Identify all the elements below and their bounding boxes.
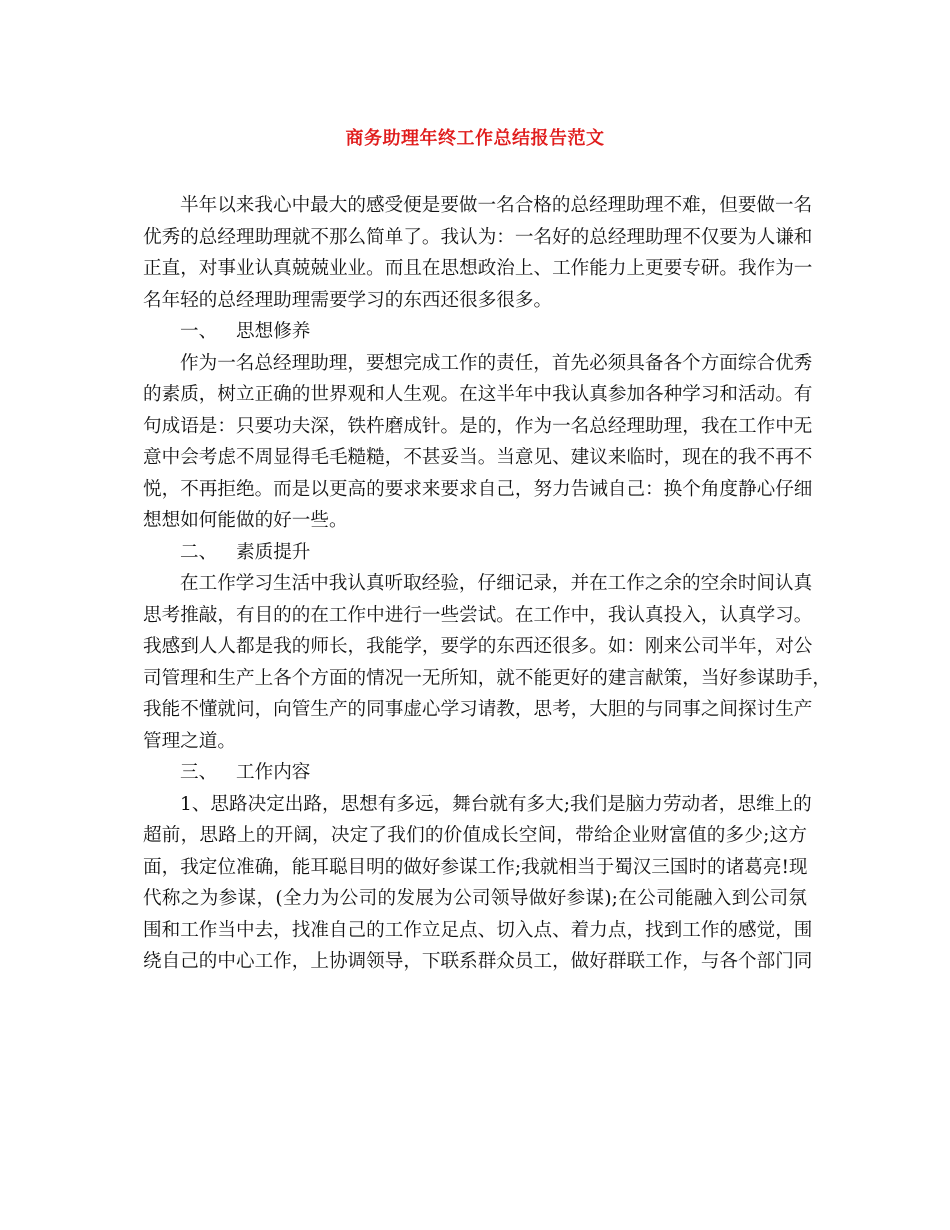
text-line: 思考推敲，有目的的在工作中进行一些尝试。在工作中，我认真投入，认真学习。: [143, 604, 813, 626]
paragraph-section-2: [143, 568, 831, 757]
text-line: 句成语是：只要功夫深，铁杵磨成针。是的，作为一名总经理助理，我在工作中无: [143, 415, 813, 437]
text-line: 代称之为参谋，(全力为公司的发展为公司领导做好参谋);在公司能融入到公司氛: [143, 888, 807, 909]
text-line: 围和工作当中去，找准自己的工作立足点、切入点、着力点，找到工作的感觉，围: [143, 919, 813, 941]
document-title: 商务助理年终工作总结报告范文: [345, 128, 605, 149]
document-body: [143, 190, 831, 978]
section-number: 二、: [180, 541, 218, 563]
text-line: 我感到人人都是我的师长，我能学，要学的东西还很多。如：刚来公司半年，对公: [143, 636, 813, 657]
section-heading-1: [143, 316, 807, 348]
text-line: 1、思路决定出路，思想有多远，舞台就有多大;我们是脑力劳动者，思维上的: [180, 793, 812, 815]
text-line: 意中会考虑不周显得毛毛糙糙，不甚妥当。当意见、建议来临时，现在的我不再不: [143, 447, 813, 468]
section-title: 思想修养: [236, 321, 311, 342]
text-line: 管理之道。: [143, 730, 236, 752]
section-heading-2: [143, 537, 807, 569]
text-line: 面，我定位准确，能耳聪目明的做好参谋工作;我就相当于蜀汉三国时的诸葛亮!现: [143, 856, 808, 878]
text-line: 作为一名总经理助理，要想完成工作的责任，首先必须具备各个方面综合优秀: [180, 352, 813, 374]
section-title: 素质提升: [236, 541, 311, 563]
text-line: 优秀的总经理助理就不那么简单了。我认为：一名好的总经理助理不仅要为人谦和: [143, 226, 813, 248]
text-line: 绕自己的中心工作，上协调领导，下联系群众员工，做好群联工作，与各个部门同: [143, 951, 813, 972]
section-number: 一、: [180, 321, 218, 342]
text-line: 我能不懂就问，向管生产的同事虚心学习请教，思考，大胆的与同事之间探讨生产: [143, 699, 813, 720]
section-title: 工作内容: [236, 762, 311, 783]
text-line: 半年以来我心中最大的感受便是要做一名合格的总经理助理不难，但要做一名: [180, 195, 813, 216]
text-line: 名年轻的总经理助理需要学习的东西还很多很多。: [143, 289, 553, 311]
text-line: 的素质，树立正确的世界观和人生观。在这半年中我认真参加各种学习和活动。有: [143, 384, 813, 405]
section-heading-3: [143, 757, 807, 789]
paragraph-section-3: [143, 789, 813, 978]
section-number: 三、: [180, 762, 218, 783]
text-line: 超前，思路上的开阔，决定了我们的价值成长空间，带给企业财富值的多少;这方: [143, 825, 807, 846]
text-line: 想想如何能做的好一些。: [143, 510, 348, 531]
text-line: 在工作学习生活中我认真听取经验，仔细记录，并在工作之余的空余时间认真: [180, 573, 813, 594]
text-line: 悦，不再拒绝。而是以更高的要求来要求自己，努力告诫自己：换个角度静心仔细: [143, 478, 813, 500]
paragraph-intro: [143, 190, 813, 316]
text-line: 司管理和生产上各个方面的情况一无所知，就不能更好的建言献策，当好参谋助手，: [143, 667, 831, 689]
paragraph-section-1: [143, 348, 813, 537]
text-line: 正直，对事业认真兢兢业业。而且在思想政治上、工作能力上更要专研。我作为一: [143, 258, 813, 279]
